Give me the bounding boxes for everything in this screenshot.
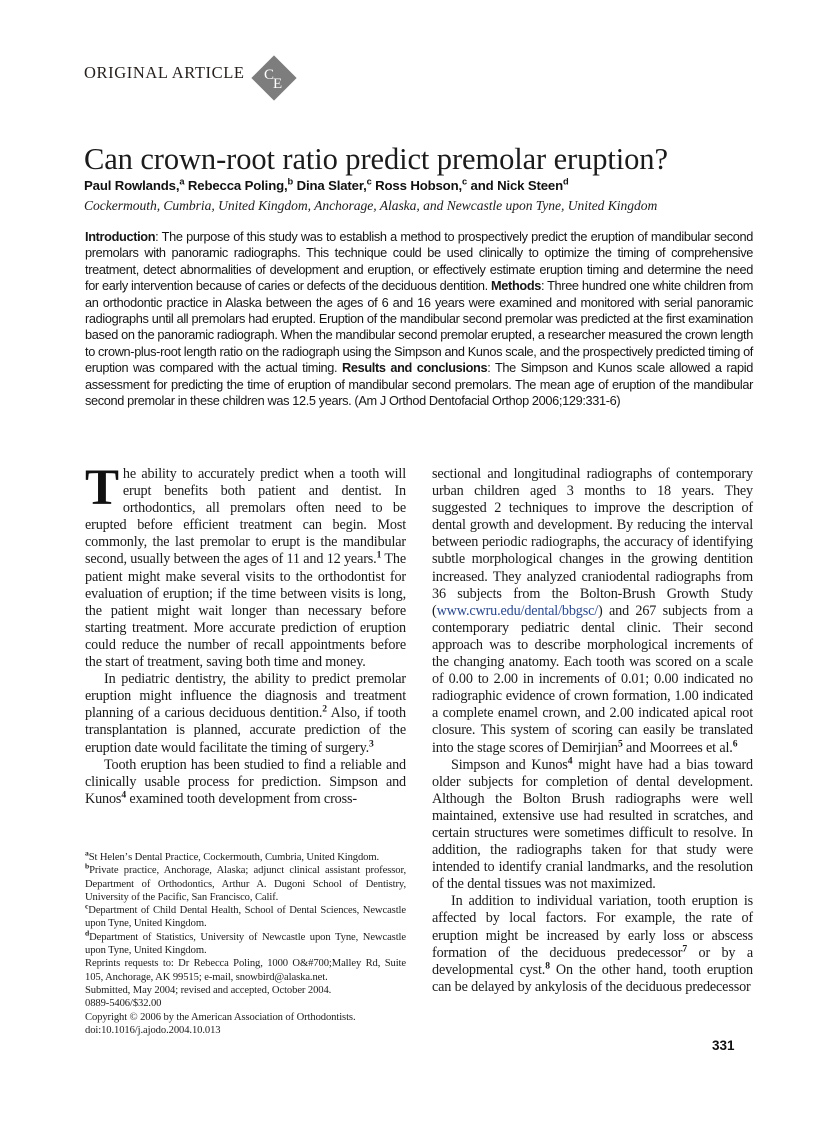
author-list: Paul Rowlands,$^a$ Rebecca Poling,$^b$ Dina Slater,$^c$ Ross Hobson,$^c$ and Nick Steen$^d$ — [84, 176, 569, 193]
ce-credit-badge — [251, 55, 297, 101]
footnote-c: $^c$Department of Child Dental Health, School of Dental Sciences, Newcastle upon Tyne, United Kingdom. — [85, 901, 406, 930]
paragraph: In addition to individual variation, tooth eruption is affected by local factors. For example, the rate of eruption might be increased by early loss or abscess formation of the deciduous predecessor$^7$ or by a developmental cyst.$^8$ On the other hand, tooth eruption can be delayed by ankylosis of the deciduous predecessor — [432, 893, 753, 995]
footnote-d: $^d$Department of Statistics, University of Newcastle upon Tyne, Newcastle upon Tyne, United Kingdom. — [85, 928, 406, 957]
badge-letter-c: C — [264, 67, 275, 83]
kicker-original-article: ORIGINAL ARTICLE — [84, 63, 245, 82]
footnote-reprints: Reprints requests to: Dr Rebecca Poling, 1000 O&#700;Malley Rd, Suite 105, Anchorage, AK 99515; e-mail, snowbird@alaska.net. — [85, 958, 406, 983]
paragraph: Simpson and Kunos$^4$ might have had a bias toward older subjects for completion of dental development. Although the Bolton Brush radiographs were well maintained, extensive use had resulted in scratches, and certain structures were sometimes difficult to resolve. In addition, the radiographs taken for that study were intended to identify cranial landmarks, and the resolution of the dental tissues was not maximized. — [432, 754, 753, 893]
badge-letter-e: E — [273, 76, 283, 92]
drop-cap: T — [85, 460, 119, 516]
paragraph-text: he ability to accurately predict when a tooth will erupt benefits both patient and dentist. In orthodontics, all premolars often need to be erupted before efficient treatment can begin. Most commonly, the last premolar to erupt is the mandibular second, usually between the ages of 11 and 12 years.$^1$ The patient might make several visits to the orthodontist for evaluation of eruption; if the time between visits is long, the patient might wait longer than necessary before starting treatment. More accurate prediction of eruption could reduce the number of recall appointments before the start of treatment, saving both time and money. — [85, 466, 406, 671]
paragraph: sectional and longitudinal radiographs of contemporary urban children aged 3 months to 18 years. They suggested 2 techniques to improve the description of dental growth and development. By reducing the interval between periodic radiographs, the accuracy of identifying subtle morphological changes in the growing dentition increased. They analyzed craniodental radiographs from 36 subjects from the Bolton-Brush Growth Study (www.cwru.edu/dental/bbgsc/) and 267 subjects from a contemporary pediatric dental clinic. Their second approach was to describe morphological increments of the changing anatomy. Each tooth was scored on a scale of 0.00 to 2.00 in increments of 0.01; 0.00 indicated no radiographic evidence of crown formation, 1.00 indicated a complete enamel crown, and 2.00 indicated apical root closure. This system of scoring can easily be translated into the stage scores of Demirjian$^5$ and Moorrees et al.$^6$ — [432, 466, 753, 756]
page-title: Can crown-root ratio predict premolar eruption? — [84, 142, 668, 177]
abstract: Introduction: The purpose of this study was to establish a method to prospectively predict the eruption of mandibular second premolars with panoramic radiographs. This technique could be used clinically to optimize the timing of comprehensive treatment, detect abnormalities of development and eruption, or effectively estimate eruption timing and determine the need for early intervention because of caries or defects of the deciduous dentition. Methods: Three hundred one white children from an orthodontic practice in Alaska between the ages of 6 and 16 years were examined and monitored with serial panoramic radiographs until all premolars had erupted. Eruption of the mandibular second premolar was predicted at the first examination based on the panoramic radiograph. When the mandibular second premolar erupted, a researcher measured the crown length to crown-plus-root length ratio on the radiograph using the Simpson and Kunos scale, and the prospectively predicted timing of eruption was compared with the actual timing. Results and conclusions: The Simpson and Kunos scale allowed a rapid assessment for predicting the time of eruption of mandibular second premolars. The mean age of eruption of the mandibular second premolar in these children was 12.5 years. (Am J Orthod Dentofacial Orthop 2006;129:331-6) — [85, 229, 754, 409]
affiliation-cities-line: Cockermouth, Cumbria, United Kingdom, Anchorage, Alaska, and Newcastle upon Tyne, United Kingdom — [84, 198, 658, 213]
footnote-issn: 0889-5406/$32.00 — [85, 998, 162, 1010]
footnote-b: $^b$Private practice, Anchorage, Alaska; adjunct clinical assistant professor, Department of Orthodontics, Arthur A. Dugoni School of Dentistry, University of the Pacific, San Francisco, Calif. — [85, 861, 406, 903]
footnote-copyright: Copyright © 2006 by the American Association of Orthodontists. — [85, 1011, 356, 1023]
page-number: 331 — [712, 1038, 735, 1053]
body-column-right — [432, 466, 753, 996]
footnote-a: $^a$St Helenʼs Dental Practice, Cockermouth, Cumbria, United Kingdom. — [85, 848, 380, 863]
body-column-left — [85, 460, 406, 808]
paragraph — [85, 460, 406, 671]
footnotes-block — [85, 848, 406, 1037]
footnote-doi: doi:10.1016/j.ajodo.2004.10.013 — [85, 1024, 221, 1036]
header-row — [84, 55, 754, 117]
paragraph: Tooth eruption has been studied to find a reliable and clinically usable process for prediction. Simpson and Kunos$^4$ examined tooth development from cross- — [85, 756, 406, 807]
paragraph: In pediatric dentistry, the ability to predict premolar eruption might influence the diagnosis and treatment planning of a carious deciduous dentition.$^2$ Also, if tooth transplantation is planned, accurate prediction of the eruption date would facilitate the timing of surgery.$^3$ — [85, 671, 406, 756]
footnote-submitted: Submitted, May 2004; revised and accepted, October 2004. — [85, 984, 332, 996]
